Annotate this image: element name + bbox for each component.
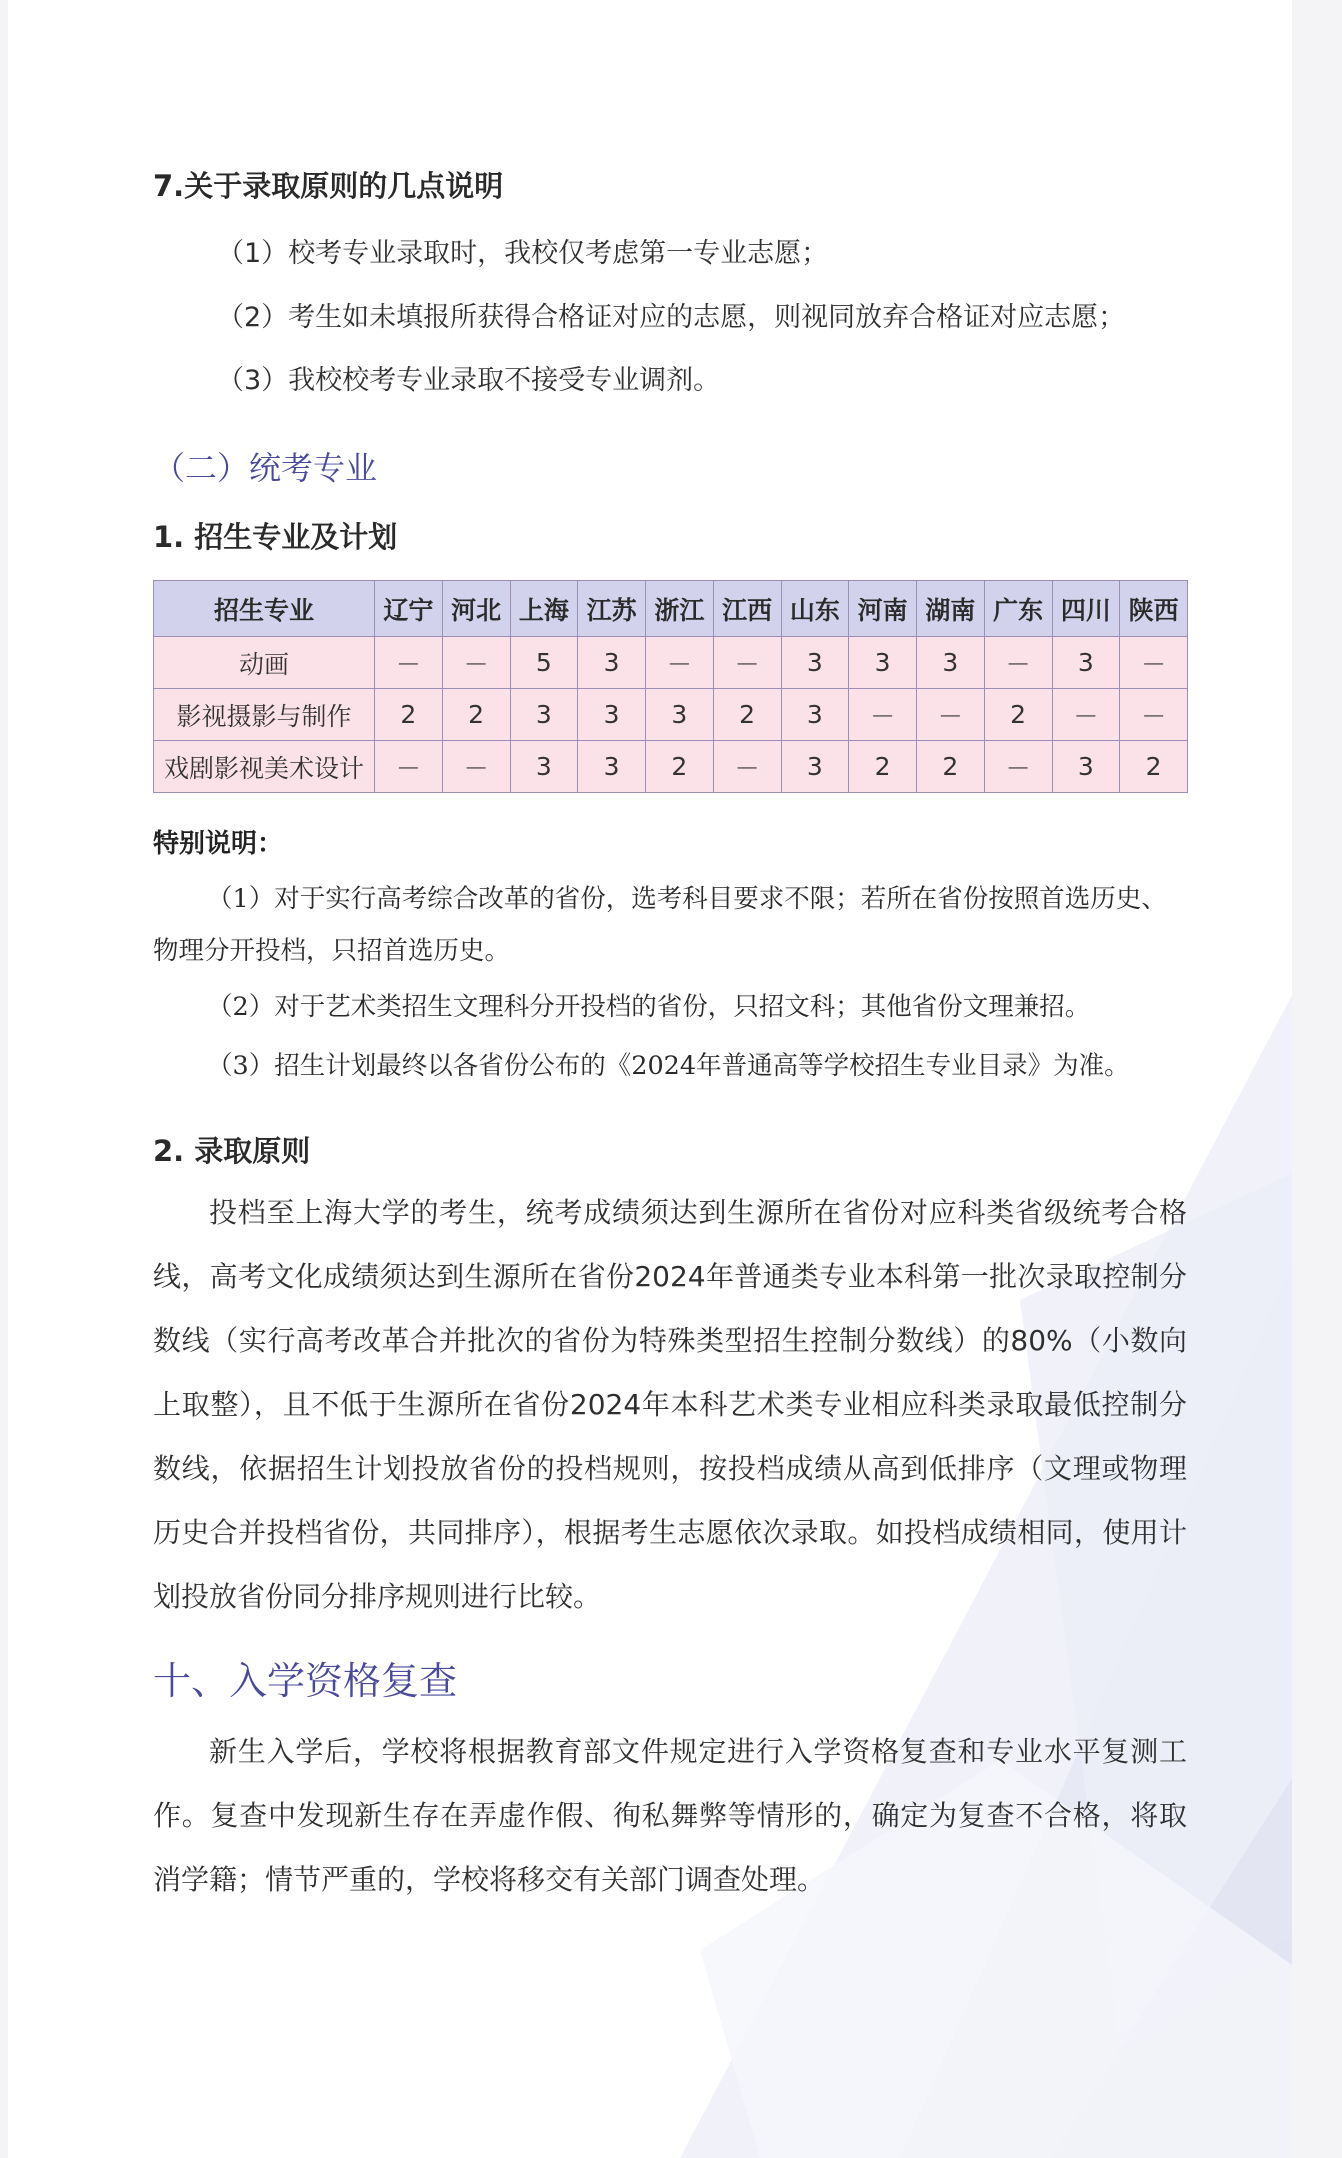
plan-heading: 1. 招生专业及计划 [153, 520, 398, 554]
plan-cell: 3 [510, 689, 578, 741]
admission-heading: 2. 录取原则 [153, 1134, 311, 1168]
plan-cell: － [442, 637, 510, 689]
header-province: 河南 [849, 581, 917, 637]
plan-cell: － [375, 637, 443, 689]
header-province: 江西 [713, 581, 781, 637]
plan-cell: － [713, 637, 781, 689]
header-province: 山东 [781, 581, 849, 637]
table-header-row [154, 581, 1188, 637]
header-province: 辽宁 [375, 581, 443, 637]
section10-paragraph: 新生入学后，学校将根据教育部文件规定进行入学资格复查和专业水平复测工作。复查中发现新生存在弄虚作假、徇私舞弊等情形的，确定为复查不合格，将取消学籍；情节严重的，学校将移交有关部门调查处理。 [153, 1735, 1187, 1896]
section7-item-3: （3）我校校考专业录取不接受专业调剂。 [217, 365, 721, 396]
header-major: 招生专业 [154, 581, 375, 637]
plan-cell: 3 [578, 741, 646, 793]
plan-cell: 2 [713, 689, 781, 741]
plan-cell: 3 [1052, 741, 1120, 793]
tongkao-heading: （二）统考专业 [153, 449, 378, 487]
plan-cell: 3 [781, 741, 849, 793]
plan-cell: 3 [578, 689, 646, 741]
special-note-title: 特别说明： [153, 829, 284, 859]
plan-cell: － [375, 741, 443, 793]
major-cell: 动画 [154, 637, 375, 689]
special-note-item-1: （1）对于实行高考综合改革的省份，选考科目要求不限；若所在省份按照首选历史、物理分开投档，只招首选历史。 [153, 884, 1167, 966]
major-cell: 影视摄影与制作 [154, 689, 375, 741]
plan-cell: 3 [510, 741, 578, 793]
header-province: 上海 [510, 581, 578, 637]
major-cell: 戏剧影视美术设计 [154, 741, 375, 793]
header-province: 陕西 [1120, 581, 1188, 637]
plan-cell: 3 [917, 637, 985, 689]
table-row [154, 637, 1188, 689]
plan-cell: 2 [1120, 741, 1188, 793]
plan-cell: － [984, 741, 1052, 793]
section10-title: 十、入学资格复查 [153, 1659, 458, 1703]
plan-cell: 5 [510, 637, 578, 689]
plan-cell: 2 [442, 689, 510, 741]
plan-cell: － [1052, 689, 1120, 741]
plan-cell: 2 [849, 741, 917, 793]
enrollment-plan-table [153, 580, 1188, 793]
plan-cell: 2 [917, 741, 985, 793]
table-row [154, 689, 1188, 741]
plan-cell: 3 [646, 689, 714, 741]
plan-cell: － [646, 637, 714, 689]
plan-cell: － [984, 637, 1052, 689]
plan-cell: － [1120, 689, 1188, 741]
special-note-item-2: （2）对于艺术类招生文理科分开投档的省份，只招文科；其他省份文理兼招。 [207, 992, 1091, 1022]
plan-cell: 2 [646, 741, 714, 793]
plan-cell: － [1120, 637, 1188, 689]
admission-paragraph: 投档至上海大学的考生，统考成绩须达到生源所在省份对应科类省级统考合格线，高考文化成绩须达到生源所在省份2024年普通类专业本科第一批次录取控制分数线（实行高考改革合并批次的省份为特殊类型招生控制分数线）的80%（小数向上取整），且不低于生源所在省份2024年本科艺术类专业相应科类录取最低控制分数线，依据招生计划投放省份的投档规则，按投档成绩从高到低排序（文理或物理历史合并投档省份，共同排序），根据考生志愿依次录取。如投档成绩相同，使用计划投放省份同分排序规则进行比较。 [153, 1196, 1187, 1613]
header-province: 江苏 [578, 581, 646, 637]
header-province: 浙江 [646, 581, 714, 637]
plan-cell: － [713, 741, 781, 793]
plan-cell: 3 [849, 637, 917, 689]
plan-cell: 2 [375, 689, 443, 741]
plan-cell: － [442, 741, 510, 793]
plan-cell: － [849, 689, 917, 741]
table-row [154, 741, 1188, 793]
plan-cell: 3 [1052, 637, 1120, 689]
header-province: 广东 [984, 581, 1052, 637]
plan-cell: 3 [781, 637, 849, 689]
plan-cell: 2 [984, 689, 1052, 741]
special-note-item-3: （3）招生计划最终以各省份公布的《2024年普通高等学校招生专业目录》为准。 [207, 1051, 1130, 1081]
plan-cell: 3 [578, 637, 646, 689]
header-province: 四川 [1052, 581, 1120, 637]
header-province: 河北 [442, 581, 510, 637]
header-province: 湖南 [917, 581, 985, 637]
section7-item-1: （1）校考专业录取时，我校仅考虑第一专业志愿； [217, 238, 829, 269]
section7-item-2: （2）考生如未填报所获得合格证对应的志愿，则视同放弃合格证对应志愿； [217, 302, 1126, 333]
plan-cell: 3 [781, 689, 849, 741]
section7-title: 7.关于录取原则的几点说明 [153, 169, 504, 203]
plan-cell: － [917, 689, 985, 741]
